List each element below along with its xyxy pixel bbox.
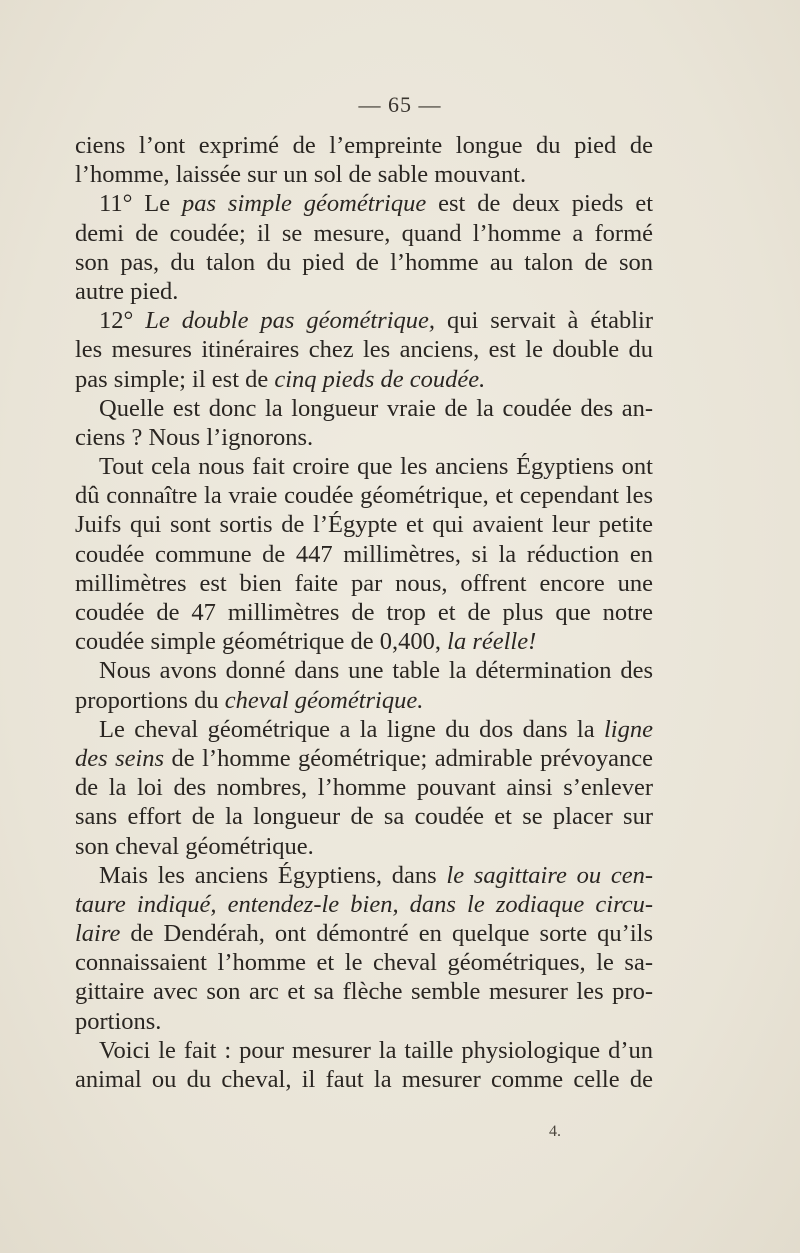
text-span: pas simple; il est de [75, 365, 275, 393]
text-line [75, 715, 653, 744]
text-line [75, 598, 653, 627]
text-span: millimètres est bien faite par nous, offrent encore une [75, 569, 653, 597]
text-span: coudée simple géométrique de 0,400, [75, 628, 448, 656]
italic-text: des seins [75, 744, 165, 772]
text-span: Le cheval géométrique a la ligne du dos dans la [99, 715, 604, 743]
text-span: connaissaient l’homme et le cheval géométriques, le sa- [75, 949, 653, 977]
text-line [75, 481, 653, 510]
italic-text: laire [75, 920, 121, 948]
text-span: Mais les anciens Égyptiens, dans [99, 861, 447, 889]
text-span: Tout cela nous fait croire que les anciens Égyptiens ont [99, 453, 653, 481]
text-line [75, 1065, 653, 1094]
text-span: Quelle est donc la longueur vraie de la coudée des an- [99, 394, 653, 422]
text-span: est de deux pieds et [426, 190, 653, 218]
text-line [75, 540, 653, 569]
text-line [75, 773, 653, 802]
text-line [75, 160, 653, 189]
text-span: sans effort de la longueur de sa coudée et se placer sur [75, 803, 653, 831]
text-span: autre pied. [75, 277, 179, 305]
text-span: coudée commune de 447 millimètres, si la réduction en [75, 540, 653, 568]
italic-text: Le double pas géométrique, [145, 307, 436, 335]
text-span: de Dendérah, ont démontré en quelque sorte qu’ils [120, 920, 653, 948]
text-span: 11° Le [99, 190, 182, 218]
text-span: ciens ? Nous l’ignorons. [75, 423, 314, 451]
italic-text: taure indiqué, entendez-le bien, dans le zodiaque circu- [75, 890, 653, 918]
text-span: de l’homme géométrique; admirable prévoyance [164, 744, 653, 772]
text-line [75, 948, 653, 977]
text-line [75, 832, 653, 861]
text-span: l’homme, laissée sur un sol de sable mouvant. [75, 161, 527, 189]
text-line [75, 306, 653, 335]
italic-text: cheval géométrique. [224, 686, 424, 714]
text-line [75, 219, 653, 248]
text-span: son cheval géométrique. [75, 832, 314, 860]
italic-text: pas simple géométrique [182, 190, 427, 218]
text-line [75, 627, 653, 656]
text-span: gittaire avec son arc et sa flèche semble mesurer les pro- [75, 978, 653, 1006]
text-line [75, 189, 653, 218]
text-span: Juifs qui sont sortis de l’Égypte et qui avaient leur petite [75, 511, 653, 539]
text-line [75, 569, 653, 598]
text-line [75, 423, 653, 452]
text-span: demi de coudée; il se mesure, quand l’homme a formé [75, 219, 653, 247]
text-span: animal ou du cheval, il faut la mesurer comme celle de [75, 1066, 653, 1093]
text-line [75, 335, 653, 364]
text-line [75, 277, 653, 306]
text-span: coudée de 47 millimètres de trop et de plus que notre [75, 599, 653, 626]
text-line [75, 510, 653, 539]
text-span: de la loi des nombres, l’homme pouvant ainsi s’enlever [75, 774, 653, 802]
text-line [75, 248, 653, 277]
text-span: proportions du [75, 686, 225, 714]
text-line [75, 394, 653, 423]
text-line [75, 919, 653, 948]
text-span: ciens l’ont exprimé de l’empreinte longue du pied de [75, 132, 653, 159]
text-span: portions. [75, 1007, 162, 1035]
text-line [75, 744, 653, 773]
text-line [75, 452, 653, 481]
italic-text: la réelle! [447, 628, 537, 656]
text-line [75, 977, 653, 1006]
text-line [75, 131, 653, 160]
italic-text: ligne [604, 715, 653, 743]
text-line [75, 802, 653, 831]
text-line [75, 656, 653, 685]
text-span: dû connaître la vraie coudée géométrique, et cependant les [75, 482, 653, 510]
italic-text: le sagittaire ou cen- [446, 861, 653, 889]
body-text [75, 131, 653, 1094]
text-span: qui servait à établir [435, 307, 653, 335]
page-number: — 65 — [358, 92, 442, 117]
text-line [75, 861, 653, 890]
text-line [75, 890, 653, 919]
italic-text: cinq pieds de coudée. [274, 365, 486, 393]
signature-mark: 4. [549, 1123, 561, 1140]
text-span: Nous avons donné dans une table la détermination des [99, 657, 653, 685]
text-span: Voici le fait : pour mesurer la taille physiologique d’un [99, 1036, 653, 1064]
text-line [75, 1007, 653, 1036]
text-span: son pas, du talon du pied de l’homme au talon de son [75, 248, 653, 276]
text-span: les mesures itinéraires chez les anciens, est le double du [75, 336, 653, 364]
text-span: 12° [99, 307, 146, 335]
text-line [75, 365, 653, 394]
text-line [75, 686, 653, 715]
text-line [75, 1036, 653, 1065]
